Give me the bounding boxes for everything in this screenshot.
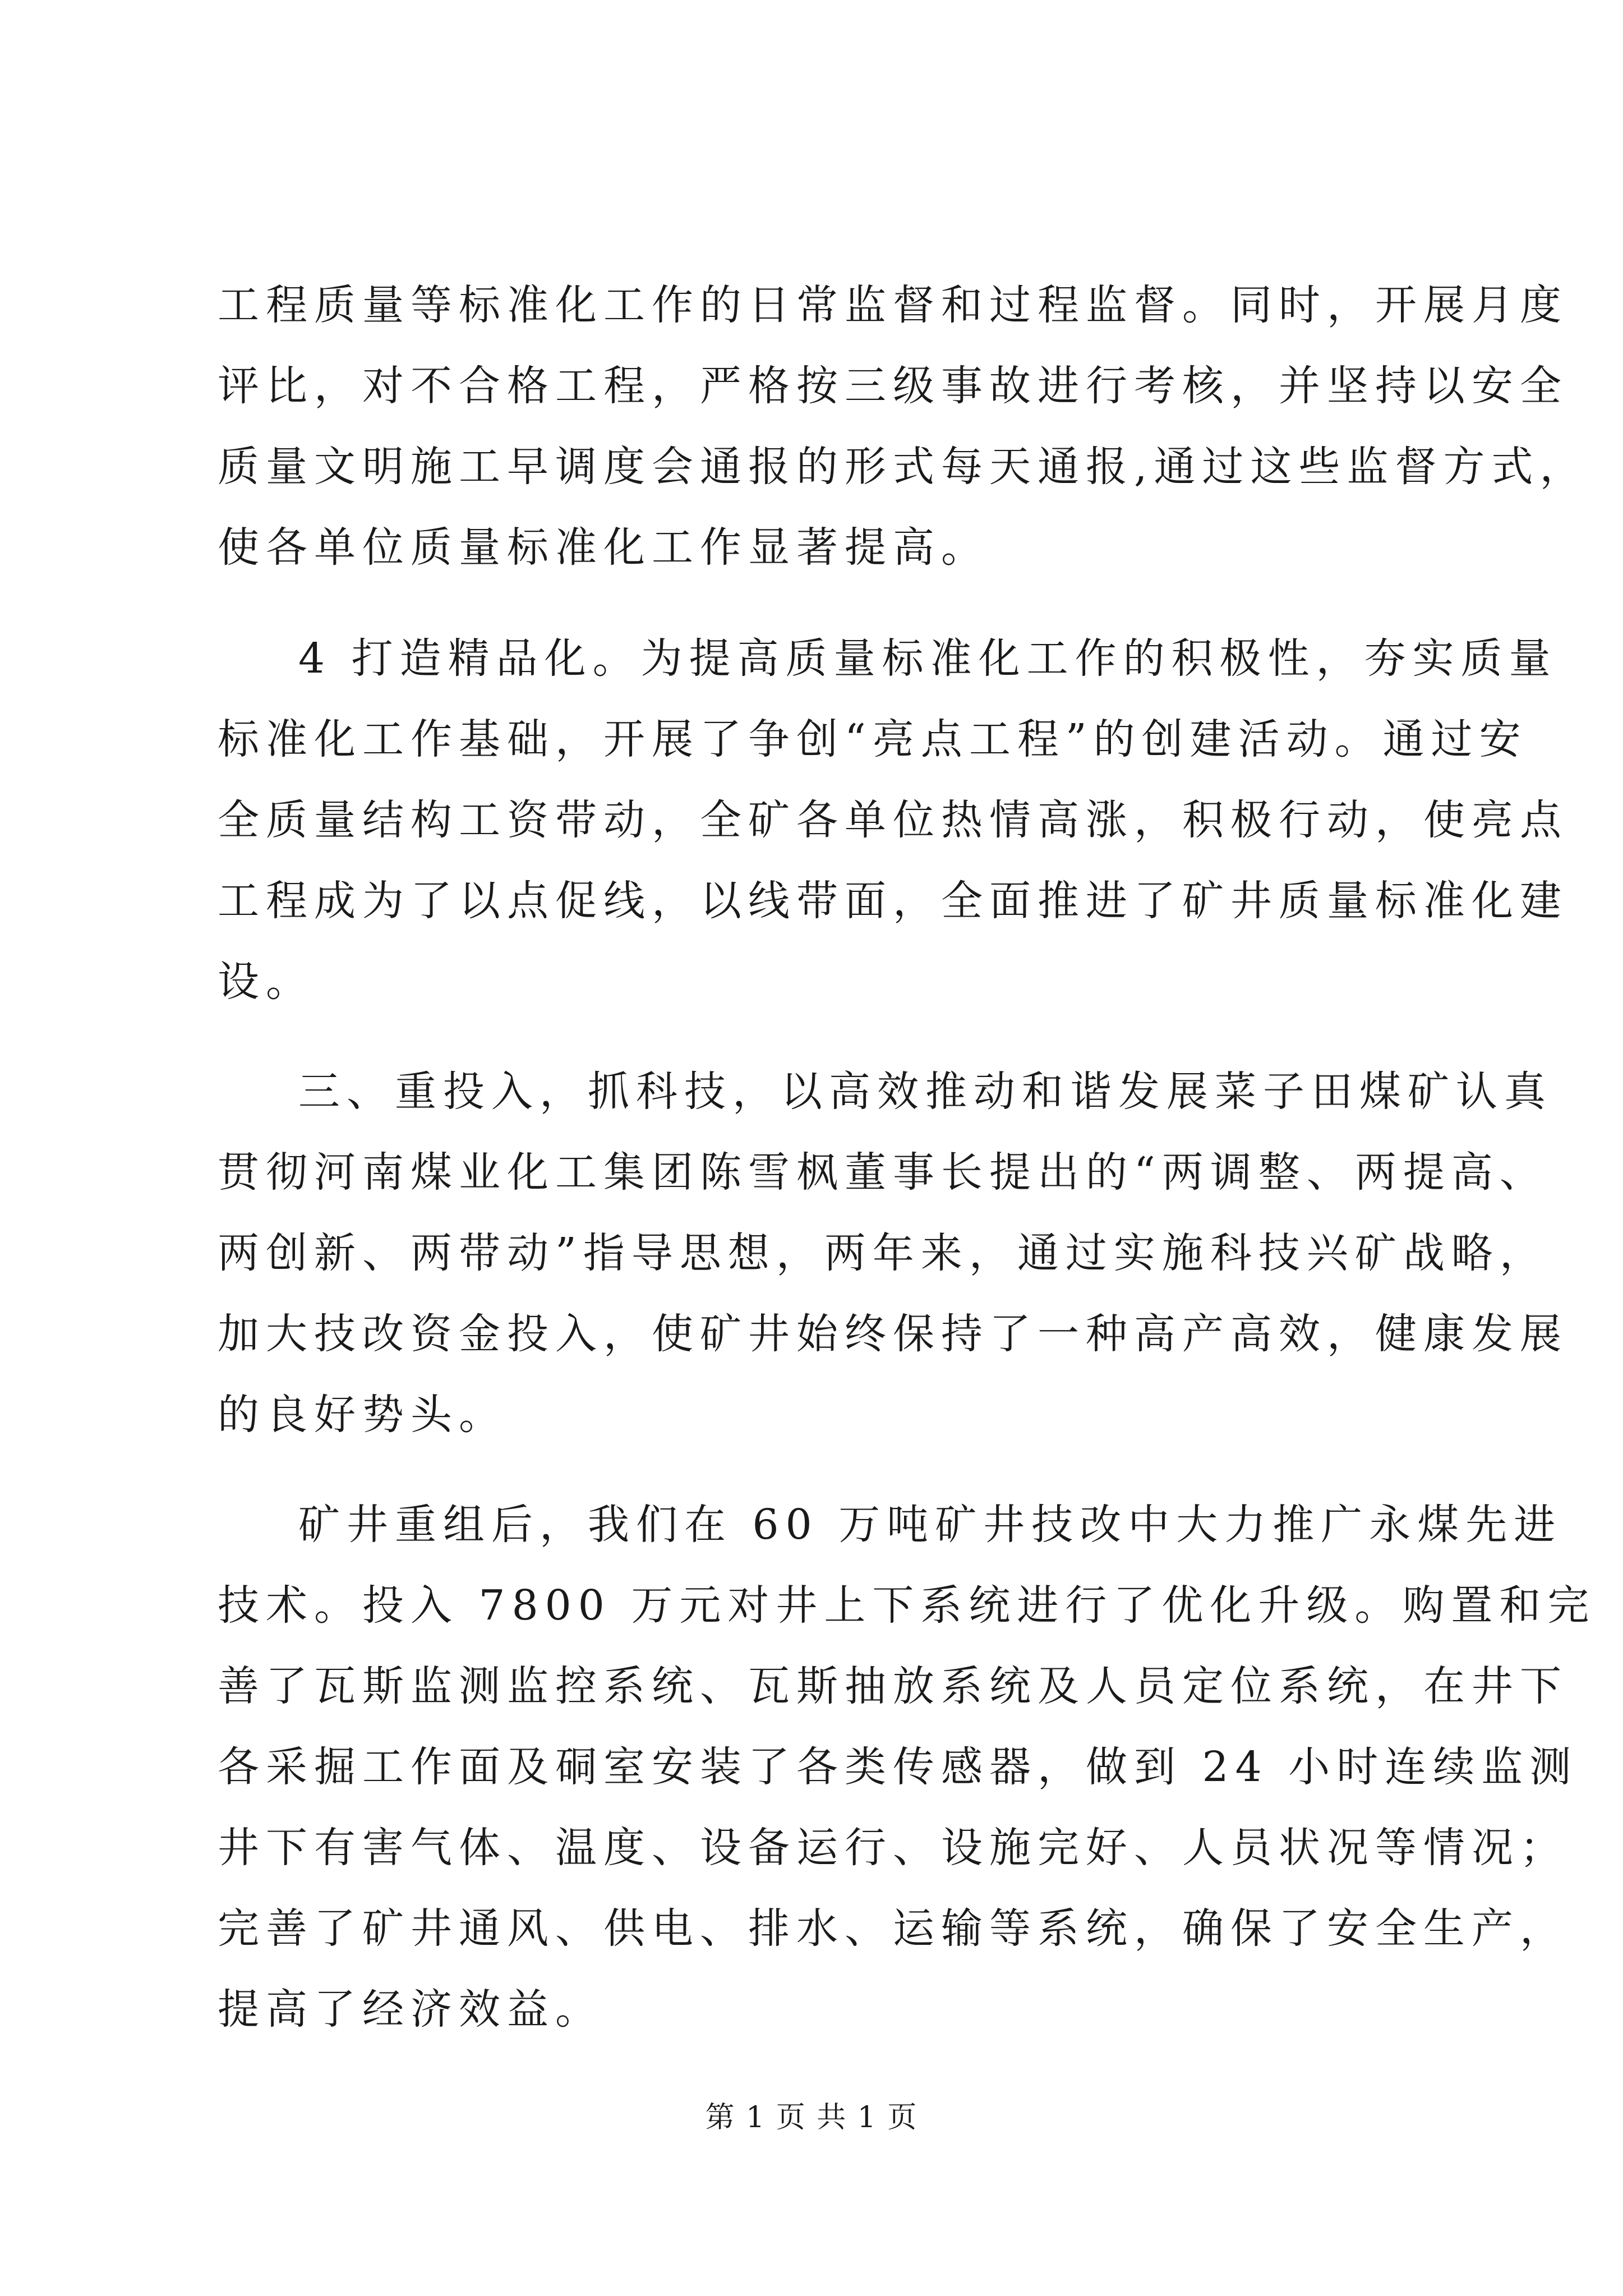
text-line: 善了瓦斯监测监控系统、瓦斯抽放系统及人员定位系统，在井下 bbox=[218, 1662, 1568, 1710]
paragraph-first-line: 矿井重组后，我们在 60 万吨矿井技改中大力推广永煤先进 bbox=[298, 1501, 1562, 1549]
text-line: 各采掘工作面及硐室安装了各类传感器，做到 24 小时连续监测 bbox=[218, 1743, 1578, 1791]
text-line: 加大技改资金投入，使矿井始终保持了一种高产高效，健康发展 bbox=[218, 1310, 1568, 1358]
text-line: 井下有害气体、温度、设备运行、设施完好、人员状况等情况； bbox=[218, 1824, 1568, 1872]
text-line: 两创新、两带动”指导思想，两年来，通过实施科技兴矿战略， bbox=[218, 1229, 1548, 1277]
text-line: 质量文明施工早调度会通报的形式每天通报,通过这些监督方式， bbox=[218, 443, 1588, 491]
paragraph-first-line: 4 打造精品化。为提高质量标准化工作的积极性，夯实质量 bbox=[298, 634, 1557, 683]
paragraph-first-line: 三、重投入，抓科技，以高效推动和谐发展菜子田煤矿认真 bbox=[298, 1068, 1552, 1116]
text-line: 贯彻河南煤业化工集团陈雪枫董事长提出的“两调整、两提高、 bbox=[218, 1148, 1548, 1197]
text-line: 工程质量等标准化工作的日常监督和过程监督。同时，开展月度 bbox=[218, 281, 1568, 329]
page-number-footer: 第 1 页 共 1 页 bbox=[705, 2101, 918, 2134]
text-line: 技术。投入 7800 万元对井上下系统进行了优化升级。购置和完 bbox=[218, 1581, 1596, 1630]
text-line: 标准化工作基础，开展了争创“亮点工程”的创建活动。通过安 bbox=[218, 715, 1528, 763]
text-line: 设。 bbox=[218, 958, 314, 1006]
text-line: 评比，对不合格工程，严格按三级事故进行考核，并坚持以安全 bbox=[218, 362, 1568, 410]
text-line: 使各单位质量标准化工作显著提高。 bbox=[218, 523, 989, 572]
text-line: 提高了经济效益。 bbox=[218, 1985, 603, 2033]
text-line: 全质量结构工资带动，全矿各单位热情高涨，积极行动，使亮点 bbox=[218, 796, 1568, 844]
text-line: 工程成为了以点促线，以线带面，全面推进了矿井质量标准化建 bbox=[218, 877, 1568, 925]
text-line: 的良好势头。 bbox=[218, 1391, 507, 1439]
text-line: 完善了矿井通风、供电、排水、运输等系统，确保了安全生产， bbox=[218, 1904, 1568, 1953]
